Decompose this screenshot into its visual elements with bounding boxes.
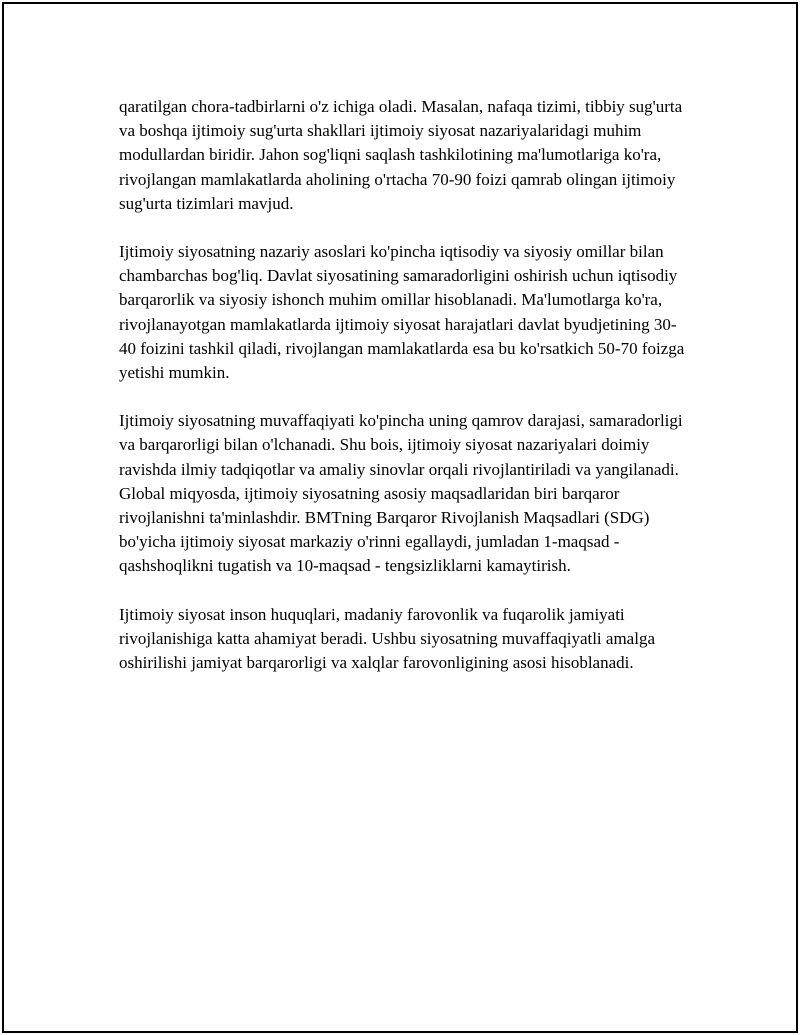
document-page	[2, 2, 798, 1033]
document-body	[119, 95, 689, 699]
paragraph-3: Ijtimoiy siyosatning muvaffaqiyati ko'pincha uning qamrov darajasi, samaradorligi va barqarorligi bilan o'lchanadi. Shu bois, ijtimoiy siyosat nazariyalari doimiy ravishda ilmiy tadqiqotlar va amaliy sinovlar orqali rivojlantiriladi va yangilanadi. Global miqyosda, ijtimoiy siyosatning asosiy maqsadlaridan biri barqaror rivojlanishni ta'minlashdir. BMTning Barqaror Rivojlanish Maqsadlari (SDG) bo'yicha ijtimoiy siyosat markaziy o'rinni egallaydi, jumladan 1-maqsad - qashshoqlikni tugatish va 10-maqsad - tengsizliklarni kamaytirish.	[119, 411, 683, 576]
paragraph-4: Ijtimoiy siyosat inson huquqlari, madaniy farovonlik va fuqarolik jamiyati rivojlanishiga katta ahamiyat beradi. Ushbu siyosatning muvaffaqiyatli amalga oshirilishi jamiyat barqarorligi va xalqlar farovonligining asosi hisoblanadi.	[119, 604, 655, 673]
paragraph-2: Ijtimoiy siyosatning nazariy asoslari ko'pincha iqtisodiy va siyosiy omillar bilan chambarchas bog'liq. Davlat siyosatining samaradorligini oshirish uchun iqtisodiy barqarorlik va siyosiy ishonch muhim omillar hisoblanadi. Ma'lumotlarga ko'ra, rivojlanayotgan mamlakatlarda ijtimoiy siyosat harajatlari davlat byudjetining 30-40 foizini tashkil qiladi, rivojlangan mamlakatlarda esa bu ko'rsatkich 50-70 foizga yetishi mumkin.	[119, 242, 685, 383]
paragraph-1: qaratilgan chora-tadbirlarni o'z ichiga oladi. Masalan, nafaqa tizimi, tibbiy sug'urta va boshqa ijtimoiy sug'urta shakllari ijtimoiy siyosat nazariyalaridagi muhim modullardan biridir. Jahon sog'liqni saqlash tashkilotining ma'lumotlariga ko'ra, rivojlangan mamlakatlarda aholining o'rtacha 70-90 foizi qamrab olingan ijtimoiy sug'urta tizimlari mavjud.	[119, 97, 683, 213]
